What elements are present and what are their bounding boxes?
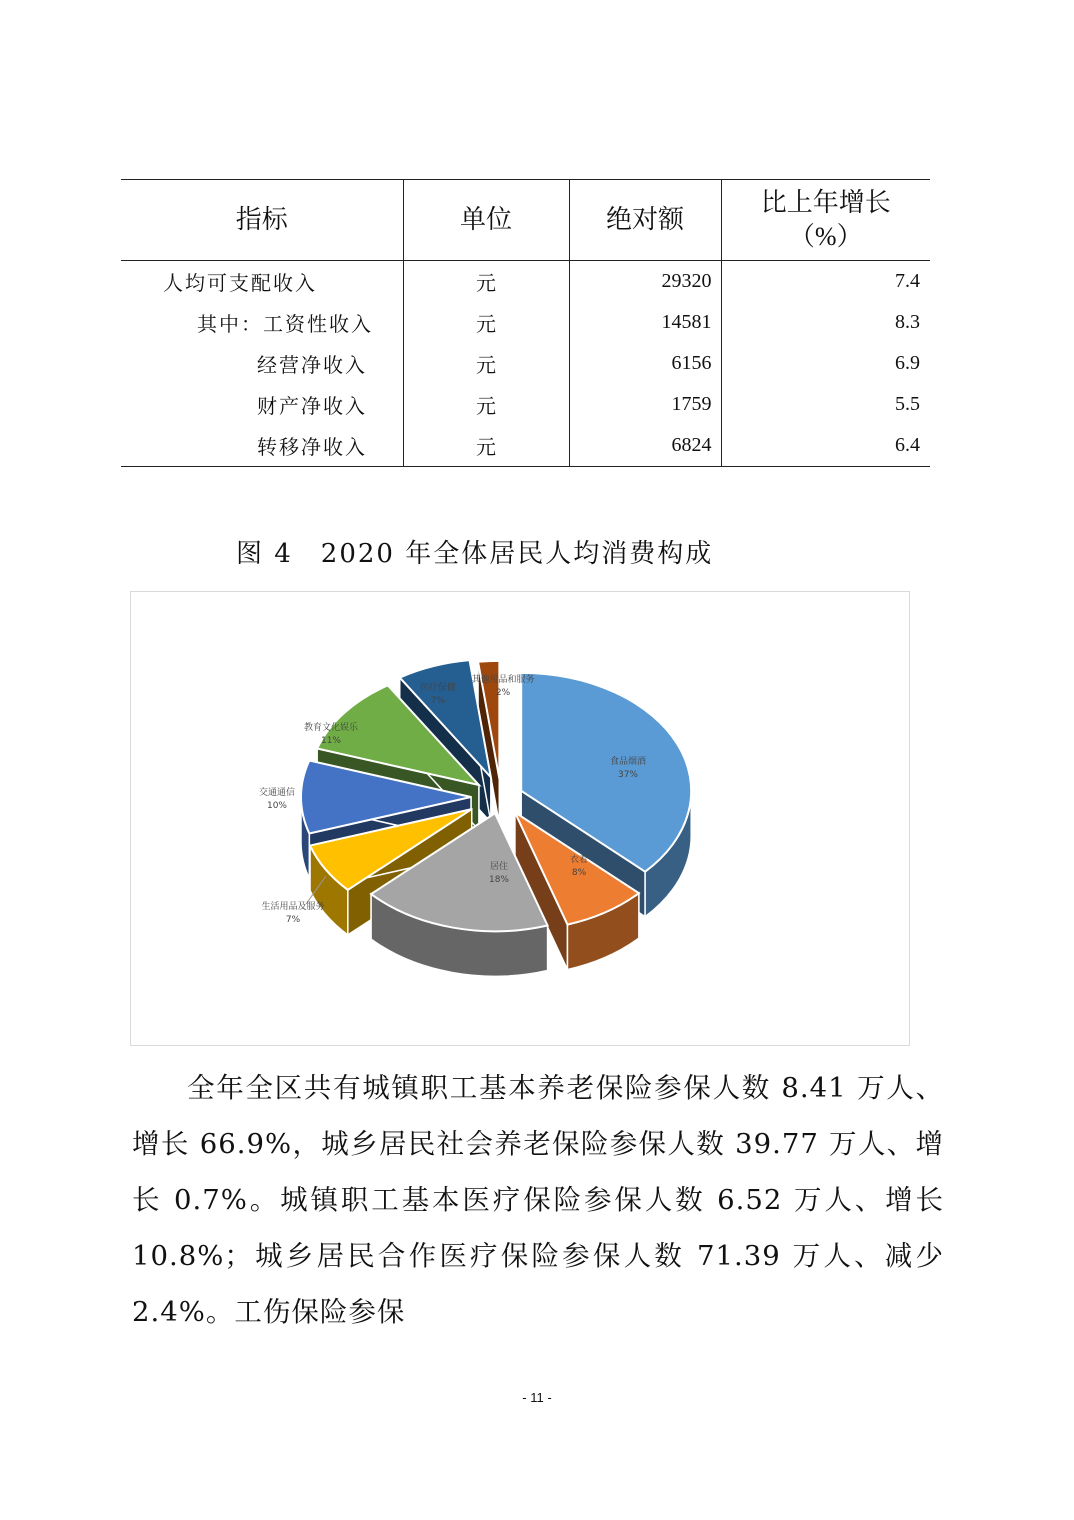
slice-value-label: 37% — [617, 770, 639, 780]
row-label: 其中：工资性收入 — [121, 302, 403, 343]
slice-name-label: 教育文化娱乐 — [303, 723, 359, 733]
table-header-row — [121, 180, 930, 261]
header-growth — [721, 180, 930, 261]
slice-name-label: 居住 — [489, 862, 509, 872]
slice-value-label: 11% — [320, 736, 342, 746]
header-unit: 单位 — [403, 180, 569, 261]
row-label: 转移净收入 — [121, 425, 403, 467]
row-unit: 元 — [403, 261, 569, 303]
row-amount: 6824 — [569, 425, 721, 467]
slice-name-label: 医疗保健 — [419, 683, 457, 693]
row-label: 人均可支配收入 — [121, 261, 403, 303]
row-label: 财产净收入 — [121, 384, 403, 425]
slice-name-label: 其他用品和服务 — [471, 675, 535, 685]
table-row — [121, 302, 930, 343]
slice-name-label: 衣着 — [569, 855, 589, 865]
slice-value-label: 8% — [571, 868, 587, 878]
row-growth: 6.4 — [721, 425, 930, 467]
slice-value-label: 7% — [430, 696, 446, 706]
table-row — [121, 425, 930, 467]
table-row — [121, 384, 930, 425]
row-amount: 6156 — [569, 343, 721, 384]
header-growth-line2: （%） — [788, 222, 863, 251]
pie-chart — [131, 592, 908, 1044]
income-table — [121, 179, 930, 467]
table-row — [121, 261, 930, 303]
body-paragraph: 全年全区共有城镇职工基本养老保险参保人数 8.41 万人、增长 66.9%，城乡居民社会养老保险参保人数 39.77 万人、增长 0.7%。城镇职工基本医疗保险参保人数 6.52 万人、增长 10.8%；城乡居民合作医疗保险参保人数 71.39 万人、减少 2.4%。工伤保险参保 — [132, 1072, 944, 1328]
header-indicator: 指标 — [121, 180, 403, 261]
slice-name-label: 交通通信 — [258, 788, 296, 798]
table-row — [121, 343, 930, 384]
row-label: 经营净收入 — [121, 343, 403, 384]
pie-chart-frame — [130, 591, 910, 1046]
slice-value-label: 2% — [495, 688, 511, 698]
row-unit: 元 — [403, 343, 569, 384]
page-number: - 11 - — [522, 1390, 552, 1405]
row-amount: 1759 — [569, 384, 721, 425]
row-unit: 元 — [403, 302, 569, 343]
row-amount: 14581 — [569, 302, 721, 343]
header-growth-line1: 比上年增长 — [760, 188, 891, 217]
slice-value-label: 10% — [266, 801, 288, 811]
row-growth: 7.4 — [895, 270, 920, 292]
row-unit: 元 — [403, 425, 569, 467]
slice-name-label: 生活用品及服务 — [261, 902, 325, 912]
header-amount: 绝对额 — [569, 180, 721, 261]
row-growth: 8.3 — [895, 311, 920, 333]
row-amount: 29320 — [569, 261, 721, 303]
figure-caption: 图 4 2020 年全体居民人均消费构成 — [236, 539, 714, 569]
row-unit: 元 — [403, 384, 569, 425]
slice-name-label: 食品烟酒 — [609, 757, 647, 767]
row-growth: 6.9 — [895, 352, 920, 374]
slice-value-label: 18% — [488, 875, 510, 885]
row-growth: 5.5 — [895, 393, 920, 415]
slice-value-label: 7% — [285, 915, 301, 925]
